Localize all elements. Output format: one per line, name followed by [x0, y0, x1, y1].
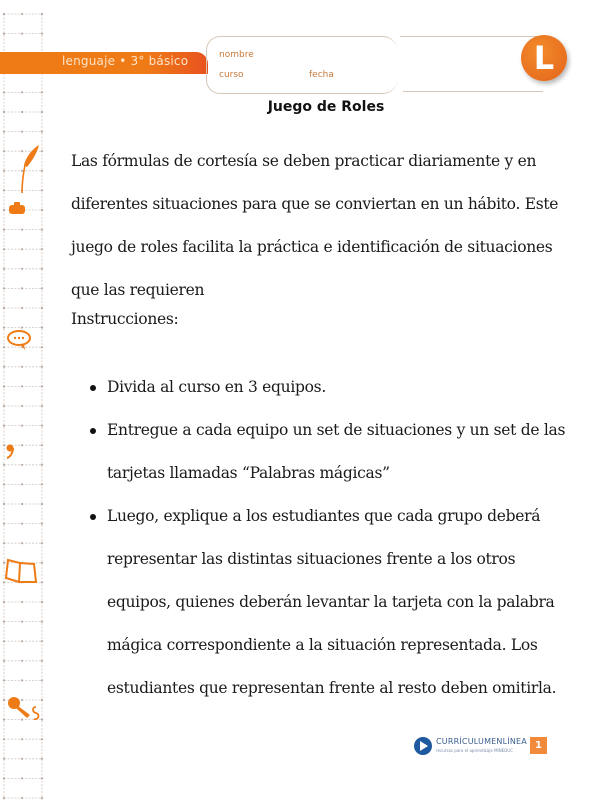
page-number: 1 — [530, 737, 547, 754]
logo-subtext: recursos para el aprendizaje MINEDUC — [436, 748, 514, 753]
open-book-icon — [4, 558, 38, 588]
intro-line: diferentes situaciones para que se conviertan en un hábito. Este — [71, 195, 559, 213]
list-item: Luego, explique a los estudiantes que cada grupo deberá representar las distintas situaciones frente a los otros equipos, quienes deberán levantar la tarjeta con la palabra mágica correspondiente a la situación representada. Los estudiantes que representan frente al resto deben omitirla. — [90, 495, 580, 710]
comma-icon — [5, 443, 15, 463]
bullet-icon — [90, 514, 96, 520]
date-field-label: fecha — [309, 70, 334, 80]
bullet-icon — [90, 385, 96, 391]
intro-line: juego de roles facilita la práctica e identificación de situaciones — [71, 238, 553, 256]
info-box-bottom-border — [403, 91, 543, 92]
intro-line: Las fórmulas de cortesía se deben practicar diariamente y en — [71, 152, 537, 170]
margin-grid — [0, 0, 46, 800]
play-arrow-icon — [414, 737, 432, 755]
instructions-list — [90, 366, 580, 710]
list-item: Divida al curso en 3 equipos. — [90, 366, 580, 409]
inkpot-icon — [8, 200, 26, 219]
curriculum-logo — [414, 736, 527, 756]
subject-badge: L — [521, 35, 567, 81]
name-field-label: nombre — [219, 50, 254, 60]
student-info-box — [206, 36, 397, 94]
intro-paragraph — [71, 140, 571, 312]
instructions-heading: Instrucciones: — [71, 310, 179, 328]
bullet-icon — [90, 428, 96, 434]
course-field-label: curso — [219, 70, 244, 80]
speech-bubble-icon — [6, 330, 32, 354]
page-title: Juego de Roles — [267, 99, 385, 115]
quill-icon — [18, 143, 42, 197]
list-item: Entregue a cada equipo un set de situaciones y un set de las tarjetas llamadas “Palabras mágicas” — [90, 409, 580, 495]
microphone-icon — [6, 695, 42, 727]
logo-text: CURRÍCULUMENLÍNEA — [436, 737, 527, 746]
intro-line: que las requieren — [71, 281, 205, 299]
subject-label: lenguaje • 3° básico — [62, 54, 189, 68]
info-box-top-border — [400, 36, 540, 37]
